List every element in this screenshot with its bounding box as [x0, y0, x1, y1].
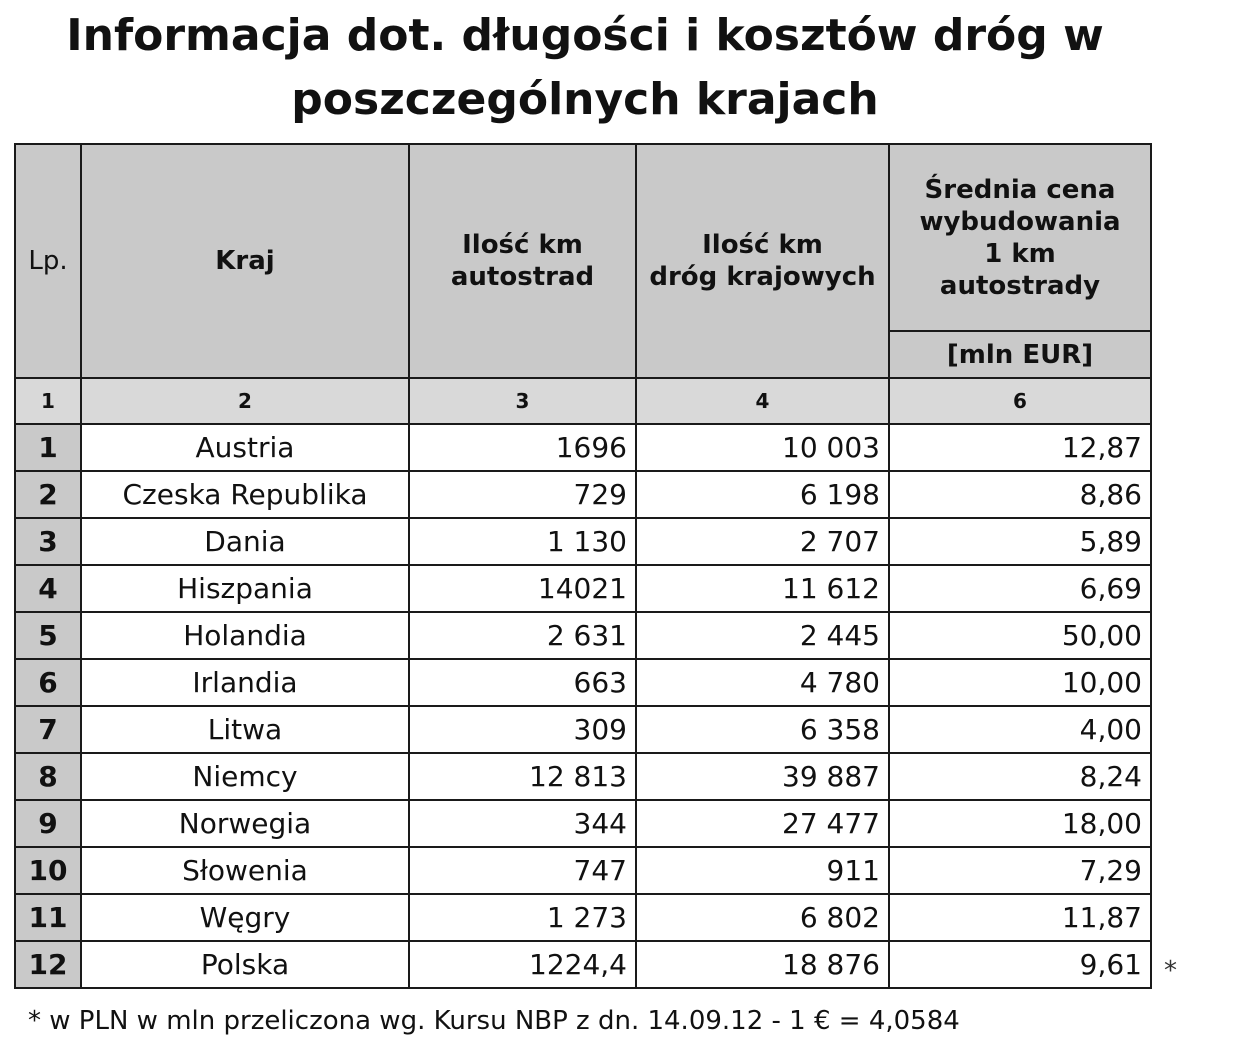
row-avg-cost: 18,00: [889, 800, 1151, 847]
row-avg-cost: 7,29: [889, 847, 1151, 894]
row-avg-cost: 4,00: [889, 706, 1151, 753]
row-motorways-km: 12 813: [409, 753, 636, 800]
table-row: [15, 941, 1151, 988]
row-motorways-km: 1696: [409, 424, 636, 471]
table-row: [15, 847, 1151, 894]
header-autostrady-line-1: Ilość km: [462, 230, 583, 260]
row-national-roads-km: 10 003: [636, 424, 889, 471]
row-lp: 3: [15, 518, 81, 565]
row-country: Austria: [81, 424, 409, 471]
row-avg-cost: 50,00: [889, 612, 1151, 659]
row-lp: 12: [15, 941, 81, 988]
row-national-roads-km: 2 445: [636, 612, 889, 659]
table-row: [15, 753, 1151, 800]
row-country: Słowenia: [81, 847, 409, 894]
row-motorways-km: 663: [409, 659, 636, 706]
table-row: [15, 471, 1151, 518]
row-national-roads-km: 6 802: [636, 894, 889, 941]
header-krajowe: [636, 144, 889, 378]
row-lp: 5: [15, 612, 81, 659]
header-krajowe-line-2: dróg krajowych: [649, 262, 876, 292]
column-number-row: [15, 378, 1151, 424]
header-autostrady-line-2: autostrad: [450, 262, 595, 292]
row-lp: 10: [15, 847, 81, 894]
row-country: Norwegia: [81, 800, 409, 847]
row-lp: 11: [15, 894, 81, 941]
row-motorways-km: 14021: [409, 565, 636, 612]
header-cena-unit: [mln EUR]: [889, 331, 1151, 378]
table-row: [15, 800, 1151, 847]
row-avg-cost: 5,89: [889, 518, 1151, 565]
header-cena-line-3: 1 km: [984, 238, 1056, 269]
column-number: 2: [81, 378, 409, 424]
row-motorways-km: 309: [409, 706, 636, 753]
row-country: Dania: [81, 518, 409, 565]
footnote: * w PLN w mln przeliczona wg. Kursu NBP z dn. 14.09.12 - 1 € = 4,0584: [28, 1006, 960, 1036]
row-country: Holandia: [81, 612, 409, 659]
row-avg-cost: 6,69: [889, 565, 1151, 612]
header-cena-line-2: wybudowania: [919, 206, 1121, 237]
row-country: Czeska Republika: [81, 471, 409, 518]
row-lp: 6: [15, 659, 81, 706]
row-national-roads-km: 11 612: [636, 565, 889, 612]
header-cena-line-4: autostrady: [939, 270, 1101, 301]
row-motorways-km: 344: [409, 800, 636, 847]
table-row: [15, 565, 1151, 612]
row-lp: 8: [15, 753, 81, 800]
column-number: 6: [889, 378, 1151, 424]
header-kraj: Kraj: [81, 144, 409, 378]
row-national-roads-km: 18 876: [636, 941, 889, 988]
row-country: Litwa: [81, 706, 409, 753]
header-autostrady: [409, 144, 636, 378]
row-lp: 2: [15, 471, 81, 518]
row-lp: 9: [15, 800, 81, 847]
page-title-line-1: Informacja dot. długości i kosztów dróg w: [66, 10, 1104, 61]
table-row: [15, 894, 1151, 941]
row-avg-cost: 10,00: [889, 659, 1151, 706]
row-national-roads-km: 6 358: [636, 706, 889, 753]
row-country: Hiszpania: [81, 565, 409, 612]
row-motorways-km: 747: [409, 847, 636, 894]
header-lp: Lp.: [15, 144, 81, 378]
row-avg-cost: 12,87: [889, 424, 1151, 471]
row-motorways-km: 729: [409, 471, 636, 518]
row-country: Węgry: [81, 894, 409, 941]
row-motorways-km: 2 631: [409, 612, 636, 659]
row-national-roads-km: 6 198: [636, 471, 889, 518]
table-row: [15, 424, 1151, 471]
column-number: 1: [15, 378, 81, 424]
table-row: [15, 518, 1151, 565]
row-country: Polska: [81, 941, 409, 988]
row-avg-cost: 11,87: [889, 894, 1151, 941]
road-cost-table: [14, 143, 1152, 989]
row-lp: 1: [15, 424, 81, 471]
row-national-roads-km: 2 707: [636, 518, 889, 565]
row-motorways-km: 1 130: [409, 518, 636, 565]
header-cena-line-1: Średnia cena: [924, 174, 1116, 205]
row-national-roads-km: 39 887: [636, 753, 889, 800]
row-avg-cost: 8,24: [889, 753, 1151, 800]
page-title-line-2: poszczególnych krajach: [291, 74, 879, 125]
row-avg-cost: 8,86: [889, 471, 1151, 518]
row-country: Irlandia: [81, 659, 409, 706]
row-national-roads-km: 911: [636, 847, 889, 894]
header-cena: [889, 144, 1151, 331]
table-row: [15, 706, 1151, 753]
asterisk-marker: *: [1164, 956, 1177, 986]
row-lp: 4: [15, 565, 81, 612]
table-row: [15, 659, 1151, 706]
row-motorways-km: 1 273: [409, 894, 636, 941]
row-national-roads-km: 27 477: [636, 800, 889, 847]
table-row: [15, 612, 1151, 659]
column-number: 3: [409, 378, 636, 424]
column-number: 4: [636, 378, 889, 424]
row-national-roads-km: 4 780: [636, 659, 889, 706]
row-lp: 7: [15, 706, 81, 753]
row-motorways-km: 1224,4: [409, 941, 636, 988]
row-avg-cost: 9,61: [889, 941, 1151, 988]
row-country: Niemcy: [81, 753, 409, 800]
header-krajowe-line-1: Ilość km: [702, 230, 823, 260]
